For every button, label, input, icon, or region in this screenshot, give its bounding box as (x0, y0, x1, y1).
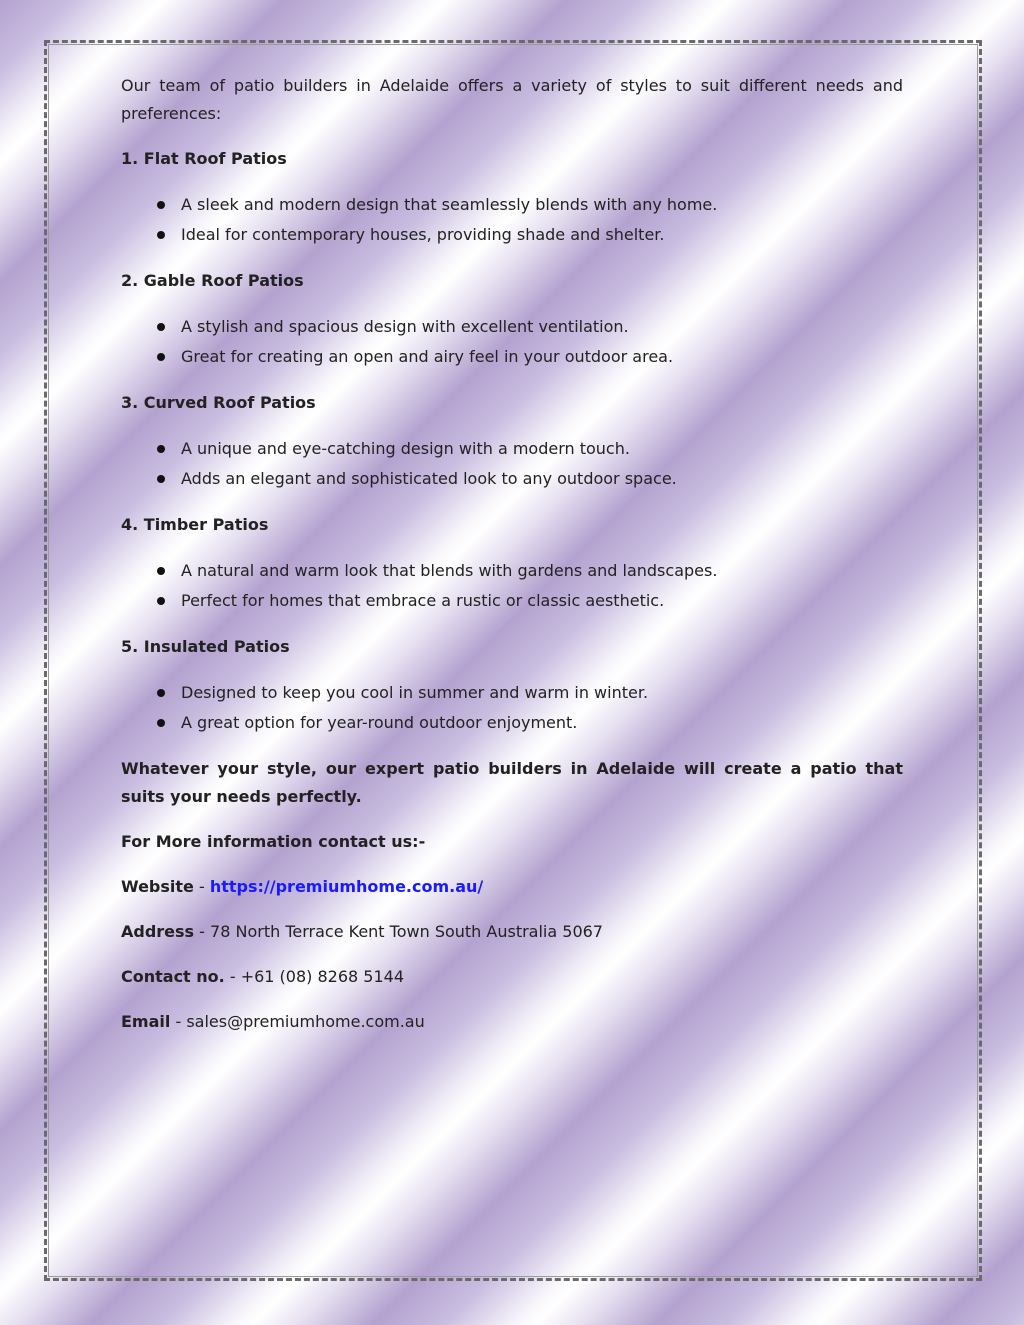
phone-label: Contact no. (121, 967, 225, 986)
address-line (121, 918, 903, 946)
bullet-icon (157, 445, 165, 453)
section-heading: 3. Curved Roof Patios (121, 393, 316, 412)
bullet-list (121, 678, 903, 738)
bullet-icon (157, 567, 165, 575)
list-item-text: Perfect for homes that embrace a rustic or classic aesthetic. (181, 591, 665, 610)
list-item (121, 708, 903, 738)
list-item (121, 220, 903, 250)
email-label: Email (121, 1012, 171, 1031)
address-label: Address (121, 922, 195, 941)
section-heading: 5. Insulated Patios (121, 637, 290, 656)
website-label: Website (121, 877, 194, 896)
bullet-icon (157, 475, 165, 483)
list-item (121, 678, 903, 708)
list-item-text: Great for creating an open and airy feel in your outdoor area. (181, 347, 674, 366)
list-item-text: Adds an elegant and sophisticated look to any outdoor space. (181, 469, 677, 488)
bullet-icon (157, 323, 165, 331)
separator: - (198, 877, 210, 896)
section-heading: 2. Gable Roof Patios (121, 271, 304, 290)
list-item (121, 464, 903, 494)
list-item (121, 342, 903, 372)
section-gable-roof (121, 267, 903, 372)
section-curved-roof (121, 389, 903, 494)
bullet-icon (157, 719, 165, 727)
website-link[interactable]: https://premiumhome.com.au/ (209, 877, 484, 896)
section-insulated (121, 633, 903, 738)
bullet-icon (157, 353, 165, 361)
bullet-list (121, 190, 903, 250)
list-item-text: A sleek and modern design that seamlessly blends with any home. (181, 195, 718, 214)
section-flat-roof (121, 145, 903, 250)
list-item-text: A stylish and spacious design with excellent ventilation. (181, 317, 629, 336)
list-item (121, 556, 903, 586)
bullet-icon (157, 201, 165, 209)
phone-line (121, 963, 903, 991)
list-item-text: A natural and warm look that blends with gardens and landscapes. (181, 561, 718, 580)
list-item-text: Designed to keep you cool in summer and warm in winter. (181, 683, 649, 702)
separator: - (175, 1012, 187, 1031)
section-timber (121, 511, 903, 616)
list-item (121, 190, 903, 220)
bullet-list (121, 312, 903, 372)
list-item (121, 312, 903, 342)
section-heading: 4. Timber Patios (121, 515, 269, 534)
list-item-text: A unique and eye-catching design with a modern touch. (181, 439, 630, 458)
bullet-icon (157, 231, 165, 239)
intro-paragraph: Our team of patio builders in Adelaide offers a variety of styles to suit different needs and preferences: (121, 76, 903, 123)
phone-value: +61 (08) 8268 5144 (240, 967, 404, 986)
bullet-icon (157, 689, 165, 697)
document-body (121, 72, 903, 1053)
email-value: sales@premiumhome.com.au (186, 1012, 425, 1031)
address-value: 78 North Terrace Kent Town South Australia 5067 (210, 922, 603, 941)
list-item (121, 434, 903, 464)
bullet-icon (157, 597, 165, 605)
closing-paragraph: Whatever your style, our expert patio builders in Adelaide will create a patio that suits your needs perfectly. (121, 759, 903, 806)
separator: - (199, 922, 211, 941)
email-line (121, 1008, 903, 1036)
list-item-text: Ideal for contemporary houses, providing shade and shelter. (181, 225, 665, 244)
bullet-list (121, 556, 903, 616)
section-heading: 1. Flat Roof Patios (121, 149, 287, 168)
contact-heading: For More information contact us:- (121, 832, 426, 851)
list-item-text: A great option for year-round outdoor enjoyment. (181, 713, 578, 732)
bullet-list (121, 434, 903, 494)
separator: - (229, 967, 241, 986)
website-line (121, 873, 903, 901)
list-item (121, 586, 903, 616)
